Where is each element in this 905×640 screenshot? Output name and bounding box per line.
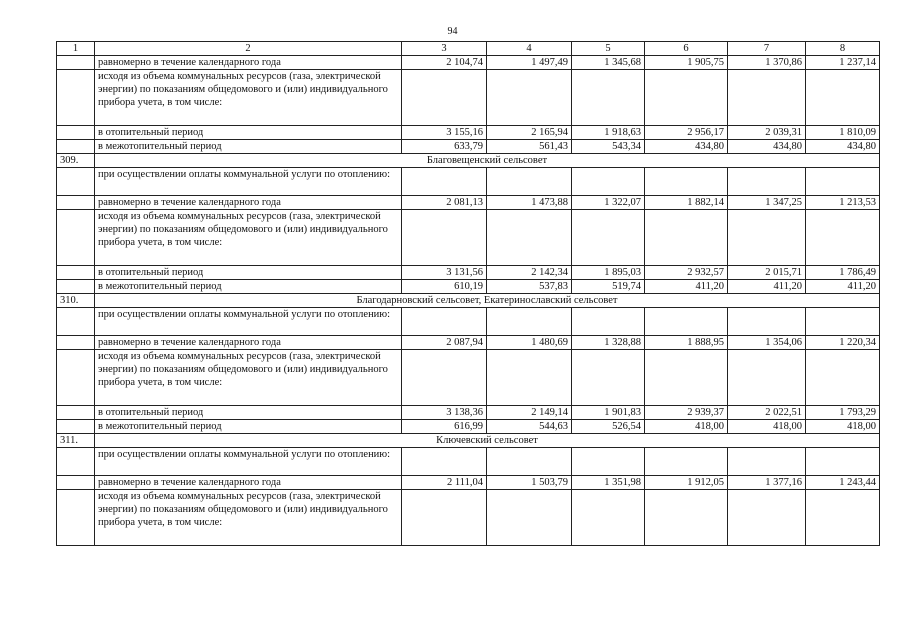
- empty-cell: [806, 448, 880, 476]
- value-cell: 1 793,29: [806, 406, 880, 420]
- table-body: [57, 42, 880, 546]
- section-number: 310.: [57, 294, 95, 308]
- value-cell: 1 377,16: [728, 476, 806, 490]
- empty-cell: [645, 448, 728, 476]
- value-cell: 2 022,51: [728, 406, 806, 420]
- column-header: 6: [645, 42, 728, 56]
- value-cell: 1 810,09: [806, 126, 880, 140]
- value-cell: 1 328,88: [572, 336, 645, 350]
- value-cell: 2 939,37: [645, 406, 728, 420]
- row-number: [57, 126, 95, 140]
- empty-cell: [487, 308, 572, 336]
- row-label: исходя из объема коммунальных ресурсов (газа, электрической энергии) по показаниям общедомового и (или) индивидуального прибора учета, в том числе:: [95, 70, 402, 126]
- section-number: 311.: [57, 434, 95, 448]
- value-cell: 411,20: [645, 280, 728, 294]
- value-cell: 526,54: [572, 420, 645, 434]
- row-number: [57, 476, 95, 490]
- empty-cell: [645, 70, 728, 126]
- row-label: при осуществлении оплаты коммунальной услуги по отоплению:: [95, 168, 402, 196]
- row-number: [57, 406, 95, 420]
- value-cell: 2 087,94: [402, 336, 487, 350]
- value-cell: 1 497,49: [487, 56, 572, 70]
- value-cell: 1 237,14: [806, 56, 880, 70]
- value-cell: 633,79: [402, 140, 487, 154]
- empty-cell: [645, 168, 728, 196]
- value-cell: 1 354,06: [728, 336, 806, 350]
- value-cell: 544,63: [487, 420, 572, 434]
- empty-cell: [402, 70, 487, 126]
- table-row: [57, 168, 880, 196]
- empty-cell: [806, 70, 880, 126]
- value-cell: 1 912,05: [645, 476, 728, 490]
- value-cell: 2 932,57: [645, 266, 728, 280]
- value-cell: 2 165,94: [487, 126, 572, 140]
- empty-cell: [645, 350, 728, 406]
- row-number: [57, 308, 95, 336]
- value-cell: 1 347,25: [728, 196, 806, 210]
- row-label: в межотопительный период: [95, 140, 402, 154]
- value-cell: 3 155,16: [402, 126, 487, 140]
- row-number: [57, 490, 95, 546]
- row-number: [57, 336, 95, 350]
- value-cell: 434,80: [728, 140, 806, 154]
- column-header: 8: [806, 42, 880, 56]
- empty-cell: [728, 70, 806, 126]
- value-cell: 610,19: [402, 280, 487, 294]
- value-cell: 1 786,49: [806, 266, 880, 280]
- table-row: [57, 210, 880, 266]
- table-row: [57, 126, 880, 140]
- row-number: [57, 140, 95, 154]
- section-row: [57, 154, 880, 168]
- value-cell: 616,99: [402, 420, 487, 434]
- value-cell: 1 351,98: [572, 476, 645, 490]
- value-cell: 519,74: [572, 280, 645, 294]
- column-header: 5: [572, 42, 645, 56]
- column-header: 7: [728, 42, 806, 56]
- value-cell: 1 905,75: [645, 56, 728, 70]
- row-label: исходя из объема коммунальных ресурсов (газа, электрической энергии) по показаниям общедомового и (или) индивидуального прибора учета, в том числе:: [95, 350, 402, 406]
- table-row: [57, 406, 880, 420]
- row-label: равномерно в течение календарного года: [95, 476, 402, 490]
- section-title: Ключевский сельсовет: [95, 434, 880, 448]
- empty-cell: [728, 448, 806, 476]
- table-row: [57, 308, 880, 336]
- row-number: [57, 280, 95, 294]
- page-number: 94: [447, 26, 458, 37]
- empty-cell: [806, 350, 880, 406]
- empty-cell: [487, 70, 572, 126]
- empty-cell: [487, 490, 572, 546]
- row-number: [57, 420, 95, 434]
- empty-cell: [645, 490, 728, 546]
- value-cell: 418,00: [806, 420, 880, 434]
- value-cell: 434,80: [806, 140, 880, 154]
- row-number: [57, 266, 95, 280]
- row-label: в межотопительный период: [95, 280, 402, 294]
- empty-cell: [728, 210, 806, 266]
- table-row: [57, 56, 880, 70]
- empty-cell: [645, 210, 728, 266]
- empty-cell: [572, 350, 645, 406]
- value-cell: 418,00: [728, 420, 806, 434]
- row-label: равномерно в течение календарного года: [95, 336, 402, 350]
- table-row: [57, 448, 880, 476]
- table-row: [57, 196, 880, 210]
- table-row: [57, 490, 880, 546]
- value-cell: 2 015,71: [728, 266, 806, 280]
- row-number: [57, 210, 95, 266]
- empty-cell: [487, 210, 572, 266]
- table-row: [57, 420, 880, 434]
- value-cell: 3 131,56: [402, 266, 487, 280]
- row-number: [57, 196, 95, 210]
- value-cell: 418,00: [645, 420, 728, 434]
- row-label: равномерно в течение календарного года: [95, 196, 402, 210]
- column-header: 3: [402, 42, 487, 56]
- row-number: [57, 448, 95, 476]
- empty-cell: [487, 448, 572, 476]
- row-label: в отопительный период: [95, 126, 402, 140]
- value-cell: 434,80: [645, 140, 728, 154]
- section-row: [57, 434, 880, 448]
- empty-cell: [806, 168, 880, 196]
- row-number: [57, 168, 95, 196]
- value-cell: 561,43: [487, 140, 572, 154]
- value-cell: 2 956,17: [645, 126, 728, 140]
- empty-cell: [728, 490, 806, 546]
- empty-cell: [402, 448, 487, 476]
- value-cell: 1 901,83: [572, 406, 645, 420]
- value-cell: 1 322,07: [572, 196, 645, 210]
- value-cell: 411,20: [806, 280, 880, 294]
- value-cell: 3 138,36: [402, 406, 487, 420]
- value-cell: 1 918,63: [572, 126, 645, 140]
- value-cell: 2 039,31: [728, 126, 806, 140]
- table-row: [57, 336, 880, 350]
- tariff-table: [56, 41, 880, 546]
- value-cell: 1 213,53: [806, 196, 880, 210]
- value-cell: 1 220,34: [806, 336, 880, 350]
- empty-cell: [572, 210, 645, 266]
- section-number: 309.: [57, 154, 95, 168]
- value-cell: 2 081,13: [402, 196, 487, 210]
- value-cell: 1 473,88: [487, 196, 572, 210]
- empty-cell: [572, 168, 645, 196]
- row-number: [57, 56, 95, 70]
- value-cell: 537,83: [487, 280, 572, 294]
- empty-cell: [645, 308, 728, 336]
- empty-cell: [487, 350, 572, 406]
- empty-cell: [402, 308, 487, 336]
- row-label: равномерно в течение календарного года: [95, 56, 402, 70]
- empty-cell: [402, 168, 487, 196]
- row-number: [57, 350, 95, 406]
- empty-cell: [487, 168, 572, 196]
- empty-cell: [728, 168, 806, 196]
- row-number: [57, 70, 95, 126]
- empty-cell: [402, 350, 487, 406]
- value-cell: 1 243,44: [806, 476, 880, 490]
- row-label: в отопительный период: [95, 266, 402, 280]
- row-label: в отопительный период: [95, 406, 402, 420]
- value-cell: 543,34: [572, 140, 645, 154]
- table-row: [57, 140, 880, 154]
- row-label: в межотопительный период: [95, 420, 402, 434]
- section-row: [57, 294, 880, 308]
- value-cell: 1 503,79: [487, 476, 572, 490]
- empty-cell: [402, 490, 487, 546]
- empty-cell: [806, 490, 880, 546]
- value-cell: 1 345,68: [572, 56, 645, 70]
- empty-cell: [728, 350, 806, 406]
- section-title: Благовещенский сельсовет: [95, 154, 880, 168]
- table-row: [57, 280, 880, 294]
- value-cell: 1 370,86: [728, 56, 806, 70]
- empty-cell: [806, 210, 880, 266]
- value-cell: 2 142,34: [487, 266, 572, 280]
- empty-cell: [402, 210, 487, 266]
- row-label: при осуществлении оплаты коммунальной услуги по отоплению:: [95, 448, 402, 476]
- table-header-row: [57, 42, 880, 56]
- row-label: исходя из объема коммунальных ресурсов (газа, электрической энергии) по показаниям общедомового и (или) индивидуального прибора учета, в том числе:: [95, 210, 402, 266]
- empty-cell: [806, 308, 880, 336]
- table-row: [57, 350, 880, 406]
- value-cell: 2 104,74: [402, 56, 487, 70]
- empty-cell: [572, 448, 645, 476]
- section-title: Благодарновский сельсовет, Екатеринославский сельсовет: [95, 294, 880, 308]
- table-row: [57, 70, 880, 126]
- column-header: 1: [57, 42, 95, 56]
- value-cell: 1 882,14: [645, 196, 728, 210]
- value-cell: 411,20: [728, 280, 806, 294]
- table-row: [57, 266, 880, 280]
- value-cell: 1 895,03: [572, 266, 645, 280]
- empty-cell: [572, 490, 645, 546]
- value-cell: 2 111,04: [402, 476, 487, 490]
- column-header: 2: [95, 42, 402, 56]
- value-cell: 1 480,69: [487, 336, 572, 350]
- value-cell: 1 888,95: [645, 336, 728, 350]
- table-row: [57, 476, 880, 490]
- empty-cell: [572, 70, 645, 126]
- empty-cell: [728, 308, 806, 336]
- row-label: при осуществлении оплаты коммунальной услуги по отоплению:: [95, 308, 402, 336]
- empty-cell: [572, 308, 645, 336]
- column-header: 4: [487, 42, 572, 56]
- value-cell: 2 149,14: [487, 406, 572, 420]
- row-label: исходя из объема коммунальных ресурсов (газа, электрической энергии) по показаниям общедомового и (или) индивидуального прибора учета, в том числе:: [95, 490, 402, 546]
